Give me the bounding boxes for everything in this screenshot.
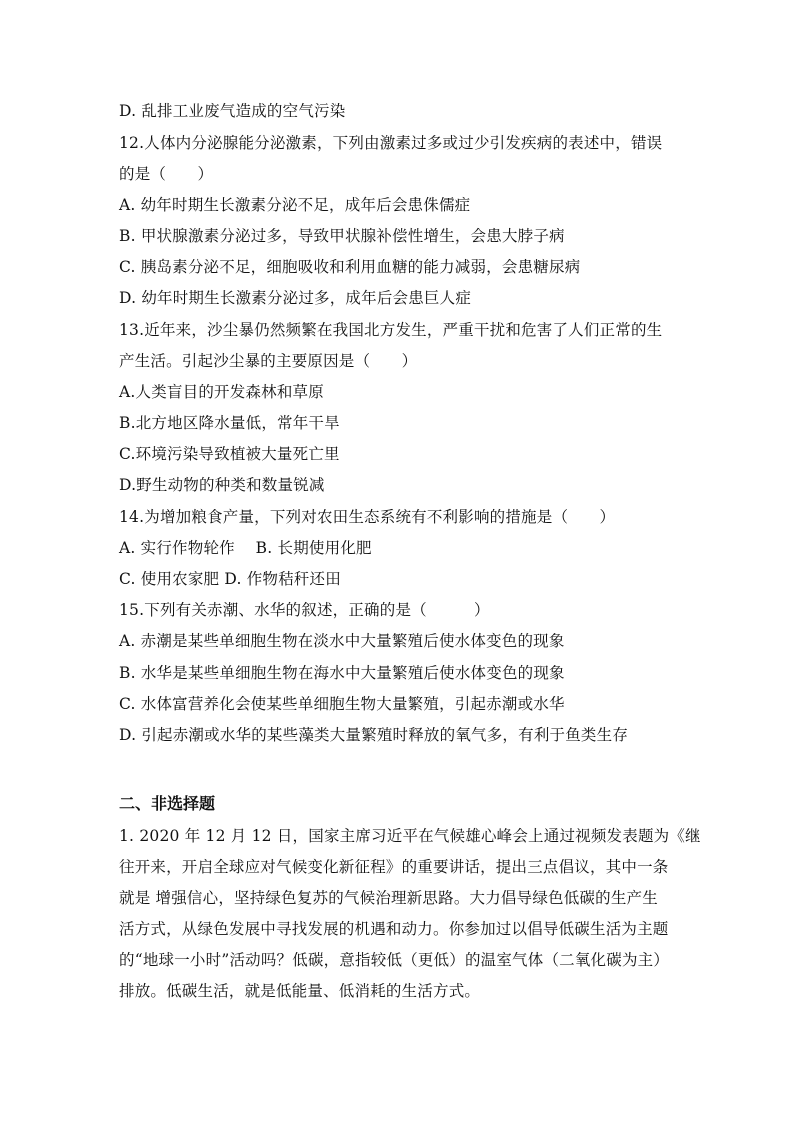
paragraph-line: 就是 增强信心，坚持绿色复苏的气候治理新思路。大力倡导绿色低碳的生产生: [119, 889, 658, 907]
q12-stem-line2: 的是（ ）: [119, 165, 214, 183]
q13-stem-line2: 产生活。引起沙尘暴的主要原因是（ ）: [119, 352, 418, 370]
q15-option-d: D. 引起赤潮或水华的某些藻类大量繁殖时释放的氧气多，有利于鱼类生存: [119, 726, 629, 744]
q12-option-b: B. 甲状腺激素分泌过多，导致甲状腺补偿性增生，会患大脖子病: [119, 227, 565, 245]
paragraph-line: 活方式，从绿色发展中寻找发展的机遇和动力。你参加过以倡导低碳生活为主题: [119, 920, 669, 938]
q15-option-b: B. 水华是某些单细胞生物在海水中大量繁殖后使水体变色的现象: [119, 664, 565, 682]
q14-options-cd: C. 使用农家肥 D. 作物秸秆还田: [119, 570, 341, 588]
q14-options-ab: A. 实行作物轮作 B. 长期使用化肥: [119, 539, 372, 557]
q13-option-a: A.人类盲目的开发森林和草原: [119, 383, 324, 401]
q13-option-b: B.北方地区降水量低，常年干旱: [119, 414, 340, 432]
paragraph-line: 1. 2020 年 12 月 12 日，国家主席习近平在气候雄心峰会上通过视频发表题为《继: [119, 827, 701, 845]
q12-option-a: A. 幼年时期生长激素分泌不足，成年后会患侏儒症: [119, 196, 471, 214]
q14-stem: 14.为增加粮食产量，下列对农田生态系统有不利影响的措施是（ ）: [119, 508, 616, 526]
q11-option-d: D. 乱排工业废气造成的空气污染: [119, 102, 346, 120]
paragraph-line: 的“地球一小时”活动吗？低碳，意指较低（更低）的温室气体（二氧化碳为主）: [119, 951, 670, 969]
q13-option-d: D.野生动物的种类和数量锐减: [119, 476, 325, 494]
paragraph-line: 排放。低碳生活，就是低能量、低消耗的生活方式。: [119, 982, 481, 1000]
q15-stem: 15.下列有关赤潮、水华的叙述，正确的是（ ）: [119, 601, 490, 619]
paragraph-line: 往开来，开启全球应对气候变化新征程》的重要讲话，提出三点倡议，其中一条: [119, 858, 669, 876]
q15-option-c: C. 水体富营养化会使某些单细胞生物大量繁殖，引起赤潮或水华: [119, 695, 565, 713]
q15-option-a: A. 赤潮是某些单细胞生物在淡水中大量繁殖后使水体变色的现象: [119, 632, 565, 650]
q12-option-c: C. 胰岛素分泌不足，细胞吸收和利用血糖的能力减弱，会患糖尿病: [119, 258, 581, 276]
q12-option-d: D. 幼年时期生长激素分泌过多，成年后会患巨人症: [119, 289, 472, 307]
section-title: 二、非选择题: [119, 794, 216, 813]
q13-option-c: C.环境污染导致植被大量死亡里: [119, 445, 340, 463]
q12-stem-line1: 12.人体内分泌腺能分泌激素，下列由激素过多或过少引发疾病的表述中，错误: [119, 134, 663, 152]
q13-stem-line1: 13.近年来，沙尘暴仍然频繁在我国北方发生，严重干扰和危害了人们正常的生: [119, 321, 663, 339]
